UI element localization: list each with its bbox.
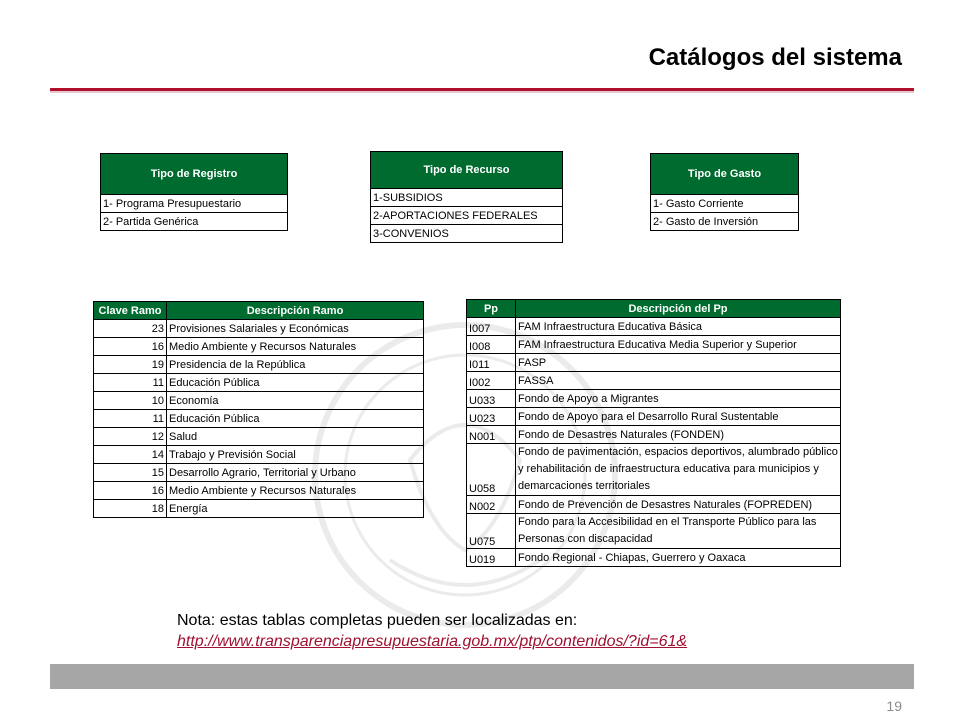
note [177, 610, 687, 652]
pp-code-cell: U019 [467, 549, 516, 567]
note-link[interactable]: http://www.transparenciapresupuestaria.gob.mx/ptp/contenidos/?id=61& [177, 633, 688, 650]
table-row [94, 500, 424, 518]
descripcion-ramo-header: Descripción Ramo [167, 302, 424, 320]
clave-cell: 15 [94, 464, 167, 482]
table-row [467, 549, 841, 567]
table-row [467, 408, 841, 426]
ramo-table [93, 301, 424, 518]
desc-cell: Trabajo y Previsión Social [167, 446, 424, 464]
desc-cell: Fondo Regional - Chiapas, Guerrero y Oaxaca [516, 549, 841, 567]
tipo-registro-header: Tipo de Registro [101, 154, 288, 195]
clave-cell: 11 [94, 410, 167, 428]
pp-code-cell: I002 [467, 372, 516, 390]
pp-code-cell: U023 [467, 408, 516, 426]
desc-cell: FASP [516, 354, 841, 372]
note-text: Nota: estas tablas completas pueden ser localizadas en: [177, 612, 578, 629]
clave-cell: 12 [94, 428, 167, 446]
pp-code-cell: N002 [467, 496, 516, 514]
tipo-registro-table [100, 153, 288, 231]
footer-bar [50, 664, 914, 689]
tipo-gasto-table [650, 153, 799, 231]
desc-cell: Fondo de Desastres Naturales (FONDEN) [516, 426, 841, 444]
title-divider-shadow [50, 91, 914, 93]
pp-code-cell: I008 [467, 336, 516, 354]
table-row [467, 336, 841, 354]
desc-cell: Fondo de Prevención de Desastres Naturales (FOPREDEN) [516, 496, 841, 514]
table-row [94, 338, 424, 356]
desc-cell: FASSA [516, 372, 841, 390]
table-row [94, 392, 424, 410]
pp-code-cell: I011 [467, 354, 516, 372]
pp-code-cell: U033 [467, 390, 516, 408]
table-cell: 2- Gasto de Inversión [651, 213, 799, 231]
desc-cell: Fondo de pavimentación, espacios deportivos, alumbrado público y rehabilitación de infraestructura educativa para municipios y demarcaciones territoriales [516, 444, 841, 496]
tipo-recurso-table [370, 151, 563, 243]
descripcion-pp-header: Descripción del Pp [516, 300, 841, 318]
table-row [94, 446, 424, 464]
clave-cell: 23 [94, 320, 167, 338]
pp-code-cell: U058 [467, 444, 516, 496]
table-row [467, 426, 841, 444]
table-row [94, 410, 424, 428]
desc-cell: Fondo de Apoyo a Migrantes [516, 390, 841, 408]
table-row [467, 496, 841, 514]
clave-cell: 16 [94, 482, 167, 500]
table-row [94, 482, 424, 500]
pp-header: Pp [467, 300, 516, 318]
table-row [467, 318, 841, 336]
table-row [94, 428, 424, 446]
desc-cell: Economía [167, 392, 424, 410]
clave-cell: 18 [94, 500, 167, 518]
desc-cell: Energía [167, 500, 424, 518]
desc-cell: FAM Infraestructura Educativa Básica [516, 318, 841, 336]
pp-table [466, 299, 841, 567]
page-title: Catálogos del sistema [648, 44, 902, 71]
table-row [94, 356, 424, 374]
table-cell: 3-CONVENIOS [371, 225, 563, 243]
desc-cell: Medio Ambiente y Recursos Naturales [167, 338, 424, 356]
clave-cell: 19 [94, 356, 167, 374]
desc-cell: Educación Pública [167, 374, 424, 392]
clave-cell: 14 [94, 446, 167, 464]
tipo-recurso-header: Tipo de Recurso [371, 152, 563, 189]
table-row [467, 372, 841, 390]
table-row [94, 464, 424, 482]
table-cell: 1- Programa Presupuestario [101, 195, 288, 213]
desc-cell: Educación Pública [167, 410, 424, 428]
page-number: 19 [886, 698, 902, 714]
clave-cell: 10 [94, 392, 167, 410]
table-row [467, 354, 841, 372]
clave-cell: 16 [94, 338, 167, 356]
pp-code-cell: N001 [467, 426, 516, 444]
desc-cell: Medio Ambiente y Recursos Naturales [167, 482, 424, 500]
pp-code-cell: I007 [467, 318, 516, 336]
table-row [467, 444, 841, 496]
clave-cell: 11 [94, 374, 167, 392]
table-cell: 1-SUBSIDIOS [371, 189, 563, 207]
table-cell: 2-APORTACIONES FEDERALES [371, 207, 563, 225]
desc-cell: Fondo para la Accesibilidad en el Transporte Público para las Personas con discapacidad [516, 514, 841, 549]
table-cell: 2- Partida Genérica [101, 213, 288, 231]
desc-cell: Provisiones Salariales y Económicas [167, 320, 424, 338]
desc-cell: Salud [167, 428, 424, 446]
table-row [467, 390, 841, 408]
table-row [467, 514, 841, 549]
desc-cell: Presidencia de la República [167, 356, 424, 374]
tipo-gasto-header: Tipo de Gasto [651, 154, 799, 195]
table-row [94, 320, 424, 338]
desc-cell: Fondo de Apoyo para el Desarrollo Rural Sustentable [516, 408, 841, 426]
table-row [94, 374, 424, 392]
clave-ramo-header: Clave Ramo [94, 302, 167, 320]
table-cell: 1- Gasto Corriente [651, 195, 799, 213]
desc-cell: FAM Infraestructura Educativa Media Superior y Superior [516, 336, 841, 354]
desc-cell: Desarrollo Agrario, Territorial y Urbano [167, 464, 424, 482]
pp-code-cell: U075 [467, 514, 516, 549]
